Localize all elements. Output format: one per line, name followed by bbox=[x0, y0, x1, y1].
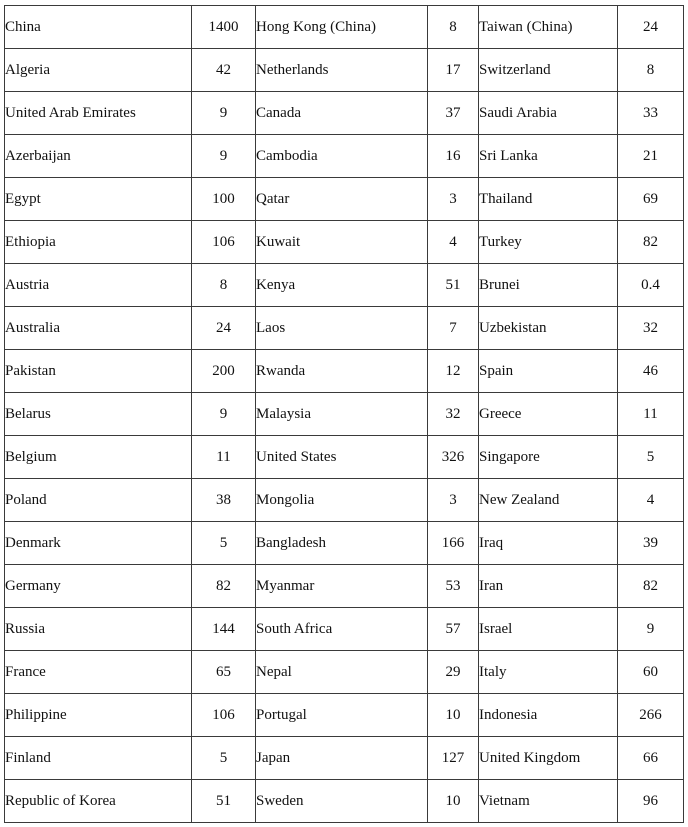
table-row bbox=[5, 737, 684, 780]
country-name-cell: Netherlands bbox=[256, 49, 428, 92]
country-name-cell: Iran bbox=[479, 565, 618, 608]
table-row bbox=[5, 436, 684, 479]
value-cell: 106 bbox=[192, 694, 256, 737]
table-row bbox=[5, 49, 684, 92]
value-cell: 127 bbox=[428, 737, 479, 780]
value-cell: 11 bbox=[618, 393, 684, 436]
country-name-cell: Malaysia bbox=[256, 393, 428, 436]
value-cell: 10 bbox=[428, 694, 479, 737]
table-row bbox=[5, 780, 684, 823]
value-cell: 9 bbox=[192, 92, 256, 135]
country-name-cell: Canada bbox=[256, 92, 428, 135]
table-row bbox=[5, 350, 684, 393]
table-row bbox=[5, 608, 684, 651]
country-name-cell: United Kingdom bbox=[479, 737, 618, 780]
country-name-cell: Sri Lanka bbox=[479, 135, 618, 178]
value-cell: 166 bbox=[428, 522, 479, 565]
value-cell: 1400 bbox=[192, 6, 256, 49]
value-cell: 21 bbox=[618, 135, 684, 178]
country-name-cell: Algeria bbox=[5, 49, 192, 92]
value-cell: 8 bbox=[192, 264, 256, 307]
table-row bbox=[5, 6, 684, 49]
table-row bbox=[5, 479, 684, 522]
country-name-cell: Philippine bbox=[5, 694, 192, 737]
value-cell: 51 bbox=[192, 780, 256, 823]
country-name-cell: Egypt bbox=[5, 178, 192, 221]
value-cell: 38 bbox=[192, 479, 256, 522]
value-cell: 4 bbox=[618, 479, 684, 522]
value-cell: 60 bbox=[618, 651, 684, 694]
table-row bbox=[5, 651, 684, 694]
country-name-cell: China bbox=[5, 6, 192, 49]
country-name-cell: Laos bbox=[256, 307, 428, 350]
value-cell: 9 bbox=[618, 608, 684, 651]
value-cell: 8 bbox=[428, 6, 479, 49]
value-cell: 11 bbox=[192, 436, 256, 479]
country-name-cell: United States bbox=[256, 436, 428, 479]
country-name-cell: Cambodia bbox=[256, 135, 428, 178]
country-name-cell: Poland bbox=[5, 479, 192, 522]
value-cell: 17 bbox=[428, 49, 479, 92]
value-cell: 65 bbox=[192, 651, 256, 694]
country-name-cell: Brunei bbox=[479, 264, 618, 307]
table-row bbox=[5, 135, 684, 178]
value-cell: 37 bbox=[428, 92, 479, 135]
country-name-cell: Belarus bbox=[5, 393, 192, 436]
value-cell: 96 bbox=[618, 780, 684, 823]
country-name-cell: Kuwait bbox=[256, 221, 428, 264]
country-name-cell: New Zealand bbox=[479, 479, 618, 522]
country-name-cell: Belgium bbox=[5, 436, 192, 479]
value-cell: 266 bbox=[618, 694, 684, 737]
country-name-cell: Switzerland bbox=[479, 49, 618, 92]
value-cell: 46 bbox=[618, 350, 684, 393]
table-row bbox=[5, 307, 684, 350]
country-name-cell: Mongolia bbox=[256, 479, 428, 522]
country-name-cell: Italy bbox=[479, 651, 618, 694]
value-cell: 10 bbox=[428, 780, 479, 823]
value-cell: 53 bbox=[428, 565, 479, 608]
country-name-cell: Myanmar bbox=[256, 565, 428, 608]
country-name-cell: Russia bbox=[5, 608, 192, 651]
country-name-cell: Australia bbox=[5, 307, 192, 350]
country-name-cell: Bangladesh bbox=[256, 522, 428, 565]
value-cell: 144 bbox=[192, 608, 256, 651]
country-table bbox=[4, 5, 684, 823]
value-cell: 57 bbox=[428, 608, 479, 651]
country-name-cell: Spain bbox=[479, 350, 618, 393]
country-name-cell: Finland bbox=[5, 737, 192, 780]
country-name-cell: France bbox=[5, 651, 192, 694]
table-row bbox=[5, 565, 684, 608]
country-name-cell: Thailand bbox=[479, 178, 618, 221]
country-table-body bbox=[5, 6, 684, 823]
table-row bbox=[5, 393, 684, 436]
country-name-cell: Greece bbox=[479, 393, 618, 436]
country-name-cell: Ethiopia bbox=[5, 221, 192, 264]
value-cell: 51 bbox=[428, 264, 479, 307]
value-cell: 3 bbox=[428, 178, 479, 221]
table-row bbox=[5, 694, 684, 737]
country-name-cell: Saudi Arabia bbox=[479, 92, 618, 135]
value-cell: 69 bbox=[618, 178, 684, 221]
country-name-cell: Germany bbox=[5, 565, 192, 608]
value-cell: 39 bbox=[618, 522, 684, 565]
country-name-cell: South Africa bbox=[256, 608, 428, 651]
value-cell: 82 bbox=[192, 565, 256, 608]
value-cell: 24 bbox=[618, 6, 684, 49]
value-cell: 9 bbox=[192, 135, 256, 178]
value-cell: 5 bbox=[192, 522, 256, 565]
country-name-cell: Kenya bbox=[256, 264, 428, 307]
value-cell: 16 bbox=[428, 135, 479, 178]
value-cell: 82 bbox=[618, 565, 684, 608]
value-cell: 32 bbox=[428, 393, 479, 436]
value-cell: 326 bbox=[428, 436, 479, 479]
country-name-cell: Hong Kong (China) bbox=[256, 6, 428, 49]
country-name-cell: Turkey bbox=[479, 221, 618, 264]
table-row bbox=[5, 264, 684, 307]
country-name-cell: Qatar bbox=[256, 178, 428, 221]
value-cell: 200 bbox=[192, 350, 256, 393]
country-name-cell: Uzbekistan bbox=[479, 307, 618, 350]
country-name-cell: Vietnam bbox=[479, 780, 618, 823]
country-name-cell: Portugal bbox=[256, 694, 428, 737]
value-cell: 4 bbox=[428, 221, 479, 264]
value-cell: 100 bbox=[192, 178, 256, 221]
value-cell: 82 bbox=[618, 221, 684, 264]
country-name-cell: Israel bbox=[479, 608, 618, 651]
country-name-cell: Denmark bbox=[5, 522, 192, 565]
value-cell: 5 bbox=[618, 436, 684, 479]
value-cell: 5 bbox=[192, 737, 256, 780]
value-cell: 12 bbox=[428, 350, 479, 393]
value-cell: 33 bbox=[618, 92, 684, 135]
value-cell: 9 bbox=[192, 393, 256, 436]
value-cell: 7 bbox=[428, 307, 479, 350]
country-name-cell: United Arab Emirates bbox=[5, 92, 192, 135]
country-name-cell: Japan bbox=[256, 737, 428, 780]
value-cell: 42 bbox=[192, 49, 256, 92]
table-row bbox=[5, 522, 684, 565]
value-cell: 0.4 bbox=[618, 264, 684, 307]
country-name-cell: Indonesia bbox=[479, 694, 618, 737]
value-cell: 29 bbox=[428, 651, 479, 694]
country-name-cell: Taiwan (China) bbox=[479, 6, 618, 49]
value-cell: 24 bbox=[192, 307, 256, 350]
country-name-cell: Republic of Korea bbox=[5, 780, 192, 823]
country-name-cell: Azerbaijan bbox=[5, 135, 192, 178]
value-cell: 3 bbox=[428, 479, 479, 522]
table-row bbox=[5, 221, 684, 264]
value-cell: 8 bbox=[618, 49, 684, 92]
table-row bbox=[5, 178, 684, 221]
value-cell: 106 bbox=[192, 221, 256, 264]
value-cell: 66 bbox=[618, 737, 684, 780]
country-name-cell: Rwanda bbox=[256, 350, 428, 393]
country-name-cell: Iraq bbox=[479, 522, 618, 565]
country-name-cell: Singapore bbox=[479, 436, 618, 479]
country-name-cell: Austria bbox=[5, 264, 192, 307]
country-name-cell: Pakistan bbox=[5, 350, 192, 393]
value-cell: 32 bbox=[618, 307, 684, 350]
country-name-cell: Nepal bbox=[256, 651, 428, 694]
country-name-cell: Sweden bbox=[256, 780, 428, 823]
table-row bbox=[5, 92, 684, 135]
